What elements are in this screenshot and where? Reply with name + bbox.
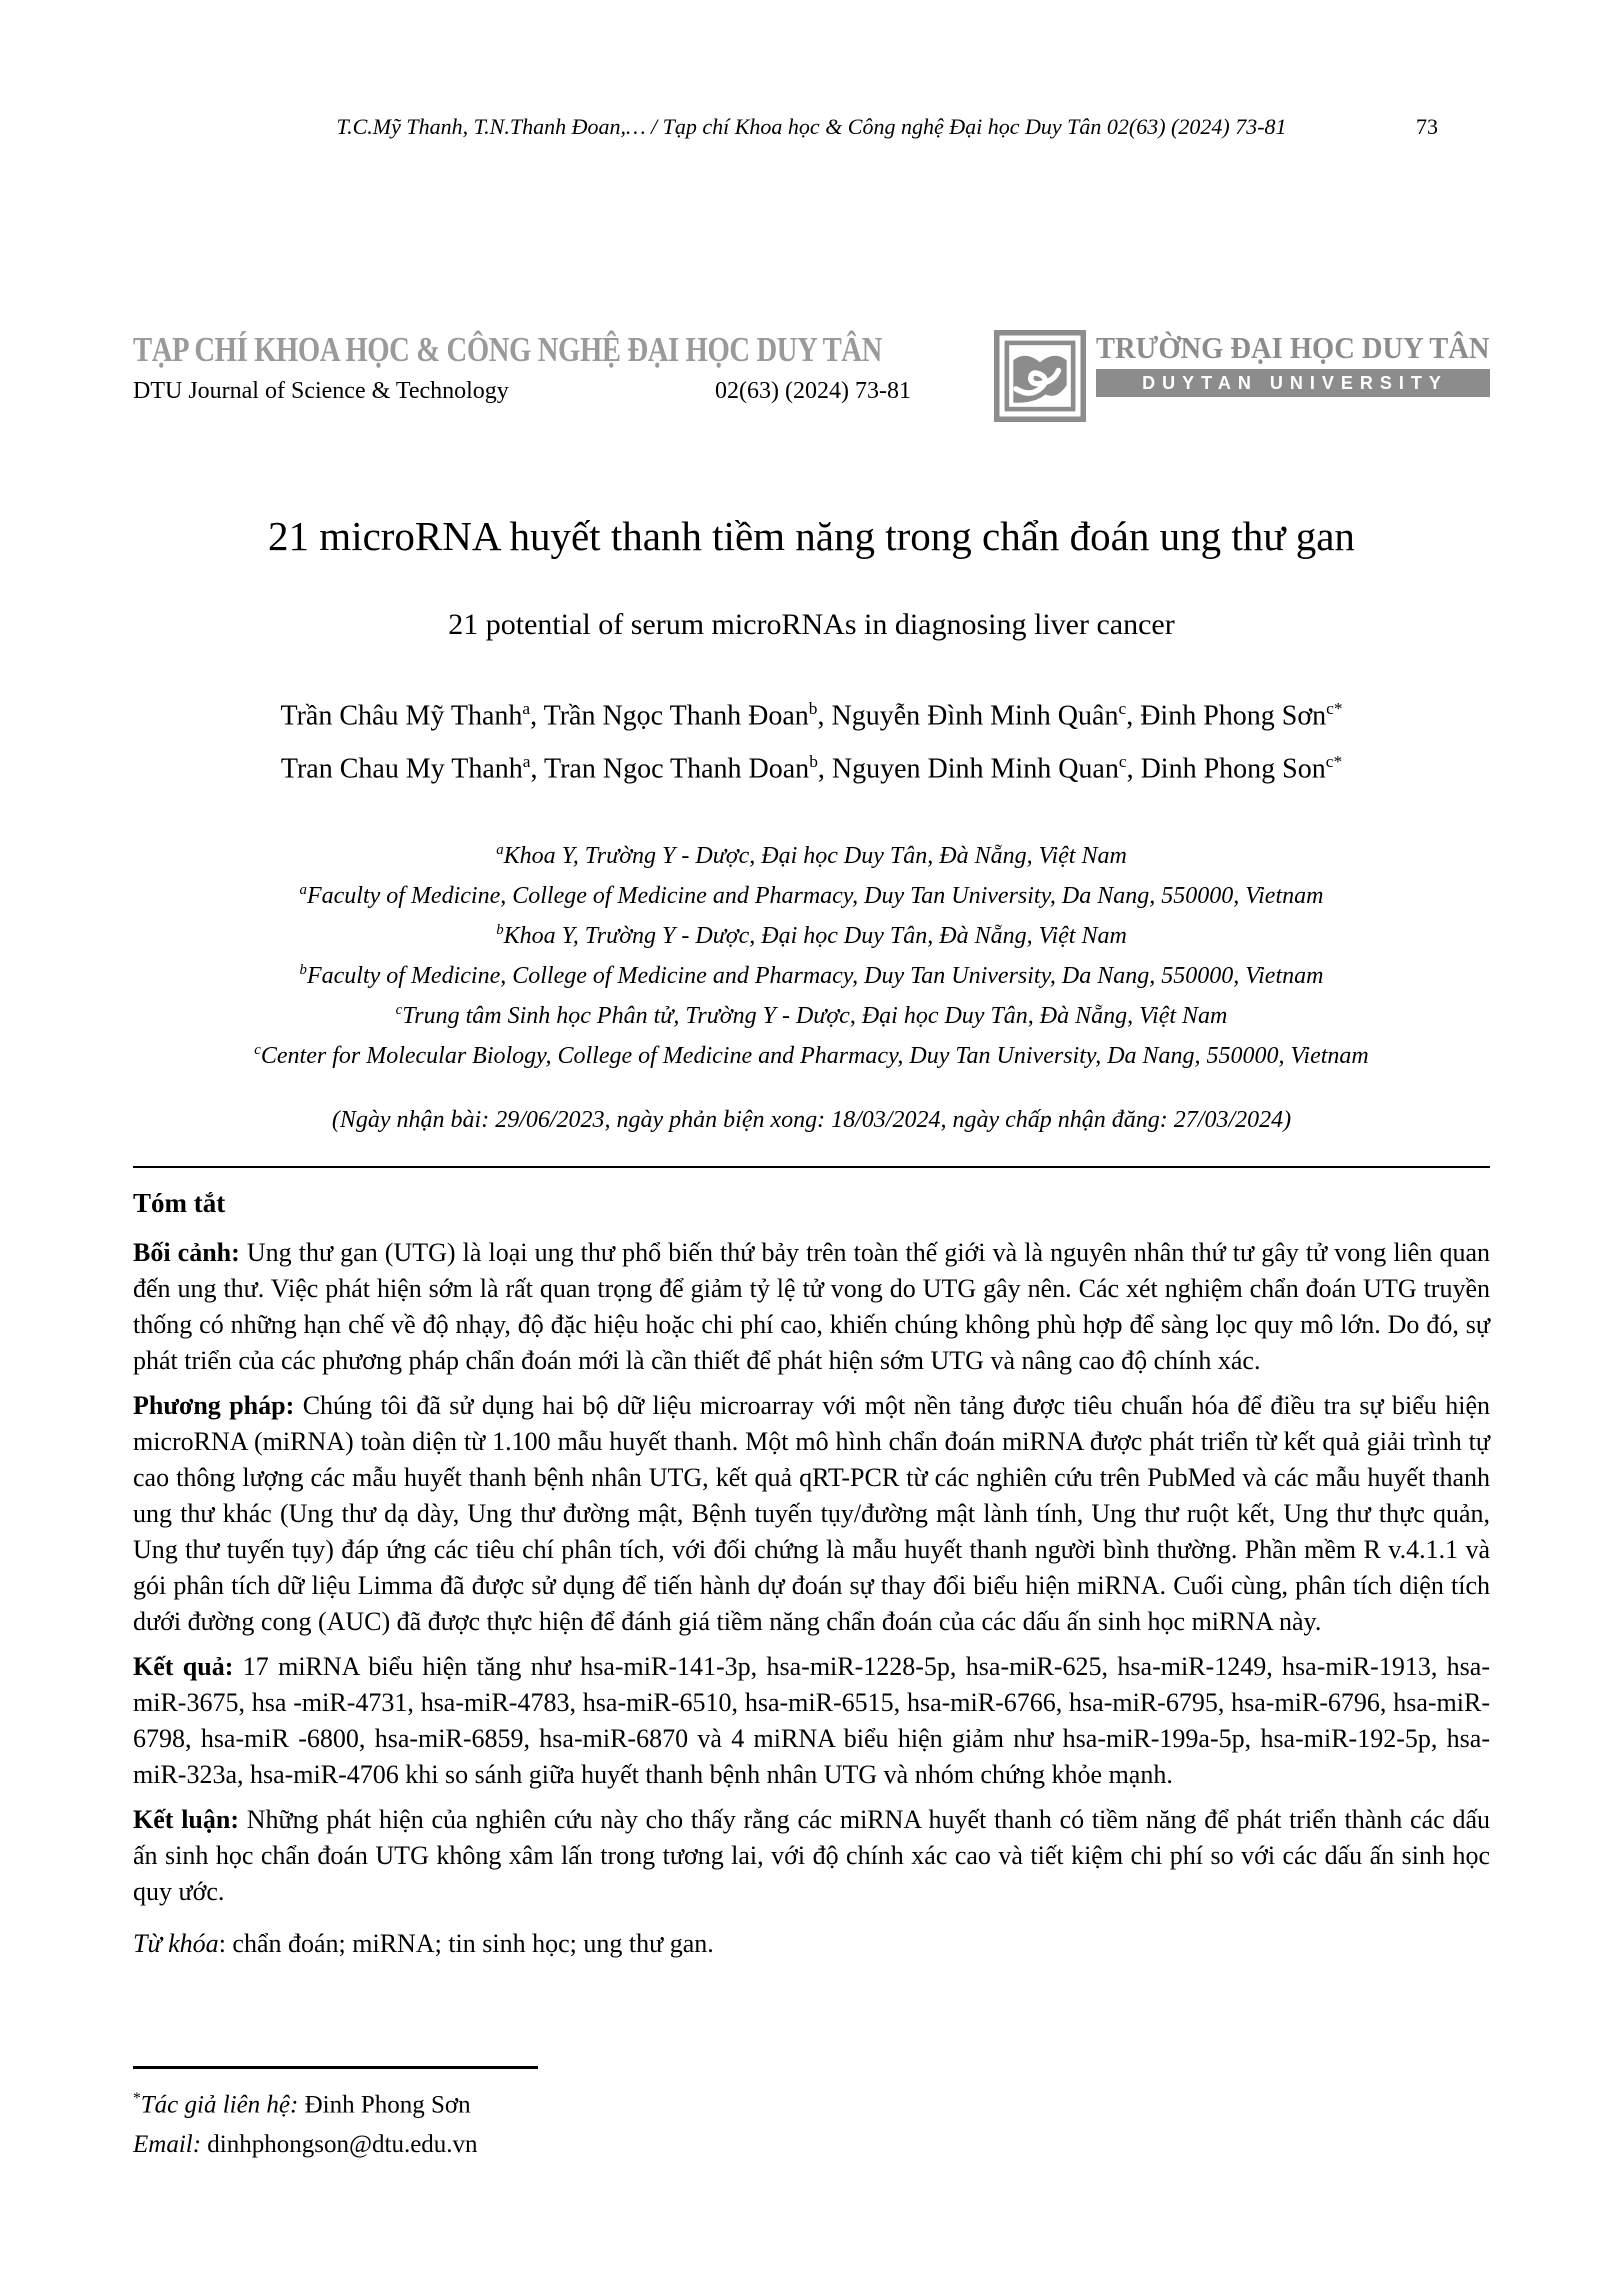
abstract-paragraph-text: 17 miRNA biểu hiện tăng như hsa-miR-141-3p, hsa-miR-1228-5p, hsa-miR-625, hsa-miR-1249, hsa-miR-1913, hsa-miR-3675, hsa -miR-4731, hsa-miR-4783, hsa-miR-6510, hsa-miR-6515, hsa-miR-6766, hsa-miR-6795, hsa-miR-6796, hsa-miR-6798, hsa-miR -6800, hsa-miR-6859, hsa-miR-6870 và 4 miRNA biểu hiện giảm như hsa-miR-199a-5p, hsa-miR-192-5p, hsa-miR-323a, hsa-miR-4706 khi so sánh giữa huyết thanh bệnh nhân UTG và nhóm chứng khỏe mạnh.	[133, 1651, 1491, 1789]
abstract-paragraph-label: Kết quả:	[133, 1651, 234, 1681]
author-affiliation-marker: b	[808, 699, 818, 718]
email-address: dinhphongson@dtu.edu.vn	[201, 2131, 478, 2159]
author-name: Nguyễn Đình Minh Quân	[831, 700, 1119, 732]
footnote-block	[133, 2066, 693, 2165]
footnote-rule	[133, 2066, 538, 2069]
journal-name-vi: TẠP CHÍ KHOA HỌC & CÔNG NGHỆ ĐẠI HỌC DUY TÂN	[133, 330, 882, 369]
affiliation-marker: a	[299, 881, 307, 898]
corresponding-name: Đinh Phong Sơn	[298, 2091, 471, 2119]
abstract-paragraph	[133, 1649, 1490, 1793]
affiliation-text: Trung tâm Sinh học Phân tử, Trường Y - Dược, Đại học Duy Tân, Đà Nẵng, Việt Nam	[402, 1002, 1228, 1029]
affiliations-block	[133, 833, 1490, 1073]
university-name-block	[1096, 330, 1490, 397]
author-name: Dinh Phong Son	[1140, 753, 1326, 785]
affiliation-line	[133, 993, 1490, 1033]
affiliation-line	[133, 953, 1490, 993]
author-affiliation-marker: a	[522, 699, 531, 718]
affiliation-text: Faculty of Medicine, College of Medicine and Pharmacy, Duy Tan University, Da Nang, 550000, Vietnam	[306, 882, 1324, 909]
affiliation-marker: a	[496, 841, 504, 858]
university-name-wrap	[1096, 330, 1490, 366]
author-affiliation-marker: c*	[1325, 752, 1343, 772]
abstract-paragraph-text: Những phát hiện của nghiên cứu này cho thấy rằng các miRNA huyết thanh có tiềm năng để phát triển thành các dấu ấn sinh học chẩn đoán UTG không xâm lấn trong tương lai, với độ chính xác cao và tiết kiệm chi phí so với các dấu ấn sinh học quy ước.	[133, 1804, 1490, 1906]
author-name: Tran Ngoc Thanh Doan	[543, 753, 810, 785]
article-title-vi: 21 microRNA huyết thanh tiềm năng trong chẩn đoán ung thư gan	[268, 513, 1355, 559]
affiliation-line	[133, 873, 1490, 913]
author-affiliation-marker: c*	[1326, 699, 1343, 718]
submission-dates: (Ngày nhận bài: 29/06/2023, ngày phản biện xong: 18/03/2024, ngày chấp nhận đăng: 27/03/2024)	[331, 1106, 1292, 1133]
journal-title-block	[133, 330, 911, 405]
page-number: 73	[1416, 114, 1438, 139]
journal-name-vi-wrap	[133, 330, 911, 370]
authors-block	[133, 686, 1490, 793]
corresponding-asterisk: *	[133, 2090, 141, 2107]
email-line	[133, 2125, 693, 2165]
authors-line-en: Tran Chau My Thanh$^a$, Tran Ngoc Thanh Doan$^b$, Nguyen Dinh Minh Quan$^c$, Dinh Phong Son$^{c*}$	[280, 752, 1343, 785]
running-head-text: T.C.Mỹ Thanh, T.N.Thanh Đoan,… / Tạp chí Khoa học & Công nghệ Đại học Duy Tân 02(63) (2024) 73-81	[336, 114, 1287, 139]
journal-header	[133, 330, 1490, 422]
affiliation-text: Khoa Y, Trường Y - Dược, Đại học Duy Tân, Đà Nẵng, Việt Nam	[503, 922, 1127, 949]
dtu-logo	[994, 330, 1086, 422]
article-title-en: 21 potential of serum microRNAs in diagnosing liver cancer	[448, 608, 1175, 641]
author-affiliation-marker: c	[1118, 699, 1127, 718]
affiliation-text: Faculty of Medicine, College of Medicine and Pharmacy, Duy Tan University, Da Nang, 550000, Vietnam	[306, 962, 1324, 989]
affiliation-marker: c	[254, 1041, 261, 1058]
journal-name-en: DTU Journal of Science & Technology	[133, 378, 509, 404]
university-banner: DUYTAN UNIVERSITY	[1096, 369, 1490, 397]
abstract-paragraph-label: Phương pháp:	[133, 1390, 295, 1420]
abstract-paragraph	[133, 1235, 1490, 1379]
abstract-section	[133, 1188, 1490, 1962]
journal-issue: 02(63) (2024) 73-81	[715, 378, 911, 404]
university-logo-block	[994, 330, 1490, 422]
author-affiliation-marker: c	[1118, 752, 1127, 772]
affiliation-marker: b	[299, 961, 307, 978]
keywords-line	[133, 1926, 1490, 1962]
affiliation-marker: b	[496, 921, 504, 938]
keywords-label: Từ khóa	[133, 1928, 219, 1958]
running-head	[133, 112, 1490, 142]
abstract-paragraph	[133, 1802, 1490, 1910]
authors-line-vi: Trần Châu Mỹ Thanh$^a$, Trần Ngọc Thanh Đoan$^b$, Nguyễn Đình Minh Quân$^c$, Đinh Phong Sơn$^{c*}$	[280, 699, 1343, 732]
author-name: Trần Châu Mỹ Thanh	[280, 700, 523, 732]
abstract-paragraphs	[133, 1235, 1490, 1910]
corresponding-label: Tác giả liên hệ:	[140, 2091, 299, 2119]
abstract-paragraph	[133, 1388, 1490, 1640]
affiliation-line	[133, 833, 1490, 873]
email-label: Email:	[133, 2131, 202, 2159]
abstract-heading: Tóm tắt	[133, 1187, 226, 1218]
affiliation-marker: c	[395, 1001, 403, 1018]
affiliation-text: Khoa Y, Trường Y - Dược, Đại học Duy Tân, Đà Nẵng, Việt Nam	[503, 842, 1127, 869]
abstract-paragraph-label: Kết luận:	[133, 1804, 239, 1834]
university-name-vi: TRƯỜNG ĐẠI HỌC DUY TÂN	[1096, 330, 1490, 365]
affiliation-line	[133, 1033, 1490, 1073]
dtu-logo-icon	[994, 330, 1086, 422]
abstract-paragraph-text: Chúng tôi đã sử dụng hai bộ dữ liệu microarray với một nền tảng được tiêu chuẩn hóa để điều tra sự biểu hiện microRNA (miRNA) toàn diện từ 1.100 mẫu huyết thanh. Một mô hình chẩn đoán miRNA được phát triển từ kết quả giải trình tự cao thông lượng các mẫu huyết thanh bệnh nhân UTG, kết quả qRT-PCR từ các nghiên cứu trên PubMed và các mẫu huyết thanh ung thư khác (Ung thư dạ dày, Ung thư đường mật, Bệnh tuyến tụy/đường mật lành tính, Ung thư ruột kết, Ung thư thực quản, Ung thư tuyến tụy) đáp ứng các tiêu chí phân tích, với đối chứng là mẫu huyết thanh người bình thường. Phần mềm R v.4.1.1 và gói phân tích dữ liệu Limma đã được sử dụng để tiến hành dự đoán sự thay đổi biểu hiện miRNA. Cuối cùng, phân tích diện tích dưới đường cong (AUC) đã được thực hiện để đánh giá tiềm năng chẩn đoán của các dấu ấn sinh học miRNA này.	[133, 1390, 1490, 1636]
author-affiliation-marker: a	[522, 752, 531, 772]
keywords-text: : chẩn đoán; miRNA; tin sinh học; ung thư gan.	[218, 1928, 714, 1958]
abstract-paragraph-label: Bối cảnh:	[133, 1237, 240, 1267]
author-name: Trần Ngọc Thanh Đoan	[543, 700, 809, 732]
abstract-paragraph-text: Ung thư gan (UTG) là loại ung thư phổ biến thứ bảy trên toàn thế giới và là nguyên nhân thứ tư gây tử vong liên quan đến ung thư. Việc phát hiện sớm là rất quan trọng để giảm tỷ lệ tử vong do UTG gây nên. Các xét nghiệm chẩn đoán UTG truyền thống có những hạn chế về độ nhạy, độ đặc hiệu hoặc chi phí cao, khiến chúng không phù hợp để sàng lọc quy mô lớn. Do đó, sự phát triển của các phương pháp chẩn đoán mới là cần thiết để phát hiện sớm UTG và nâng cao độ chính xác.	[133, 1237, 1490, 1375]
journal-subrow	[133, 378, 911, 405]
author-name: Tran Chau My Thanh	[280, 753, 523, 785]
corresponding-author-line	[133, 2079, 693, 2125]
author-name: Nguyen Dinh Minh Quan	[831, 753, 1119, 785]
affiliation-text: Center for Molecular Biology, College of Medicine and Pharmacy, Duy Tan University, Da Nang, 550000, Vietnam	[260, 1042, 1369, 1069]
abstract-divider-rule	[133, 1166, 1490, 1168]
affiliation-line	[133, 913, 1490, 953]
author-affiliation-marker: b	[809, 752, 818, 772]
author-name: Đinh Phong Sơn	[1140, 700, 1327, 732]
